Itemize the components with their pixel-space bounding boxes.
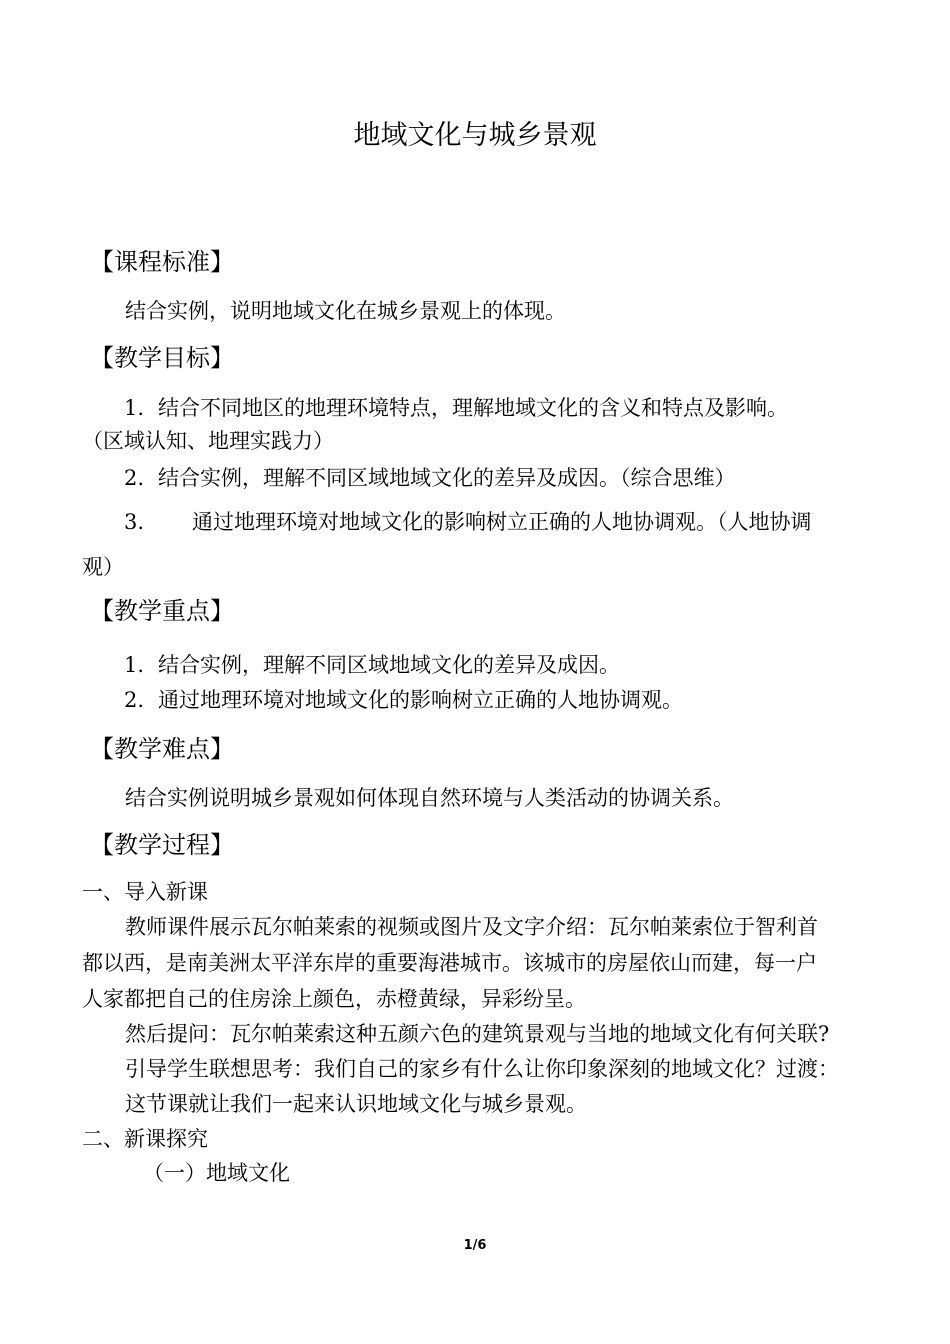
objective-item-3-continuation: 观） bbox=[82, 555, 124, 579]
list-number: 3. bbox=[124, 510, 145, 534]
section-heading-objectives: 【教学目标】 bbox=[90, 344, 234, 372]
difficulties-text: 结合实例说明城乡景观如何体现自然环境与人类活动的协调关系。 bbox=[125, 786, 734, 810]
standard-text: 结合实例，说明地域文化在城乡景观上的体现。 bbox=[125, 299, 566, 323]
list-number: 1. bbox=[124, 653, 145, 677]
part2-subtitle: （一）地域文化 bbox=[143, 1161, 290, 1185]
list-number: 2. bbox=[124, 688, 145, 712]
key-point-item-1 bbox=[124, 650, 620, 680]
part1-line-5: 引导学生联想思考：我们自己的家乡有什么让你印象深刻的地域文化？过渡： bbox=[125, 1057, 839, 1081]
objective-text: 通过地理环境对地域文化的影响树立正确的人地协调观。（人地协调 bbox=[192, 510, 812, 534]
part1-line-1: 教师课件展示瓦尔帕莱索的视频或图片及文字介绍：瓦尔帕莱索位于智利首 bbox=[125, 915, 818, 939]
part2-title: 二、新课探究 bbox=[82, 1127, 208, 1151]
part1-line-3: 人家都把自己的住房涂上颜色，赤橙黄绿，异彩纷呈。 bbox=[82, 987, 586, 1011]
objective-item-1-continuation: （区域认知、地理实践力） bbox=[82, 429, 334, 453]
part1-title: 一、导入新课 bbox=[82, 880, 208, 904]
list-number: 1. bbox=[124, 396, 145, 420]
section-heading-standard: 【课程标准】 bbox=[90, 248, 234, 276]
objective-item-3 bbox=[124, 507, 812, 537]
section-heading-difficulties: 【教学难点】 bbox=[90, 735, 234, 763]
part1-line-6: 这节课就让我们一起来认识地域文化与城乡景观。 bbox=[125, 1092, 587, 1116]
page-number: 1/6 bbox=[463, 1238, 487, 1253]
document-title: 地域文化与城乡景观 bbox=[353, 120, 597, 151]
section-heading-process: 【教学过程】 bbox=[90, 831, 234, 859]
objective-text: 结合实例，理解不同区域地域文化的差异及成因。（综合思维） bbox=[158, 466, 736, 490]
key-point-text: 结合实例，理解不同区域地域文化的差异及成因。 bbox=[158, 653, 620, 677]
key-point-text: 通过地理环境对地域文化的影响树立正确的人地协调观。 bbox=[158, 688, 683, 712]
part1-line-2: 都以西，是南美洲太平洋东岸的重要海港城市。该城市的房屋依山而建，每一户 bbox=[82, 951, 817, 975]
objective-text: 结合不同地区的地理环境特点，理解地域文化的含义和特点及影响。 bbox=[158, 396, 788, 420]
list-number: 2. bbox=[124, 466, 145, 490]
key-point-item-2 bbox=[124, 685, 683, 715]
objective-item-1 bbox=[124, 393, 788, 423]
objective-item-2 bbox=[124, 463, 736, 493]
part1-line-4: 然后提问：瓦尔帕莱索这种五颜六色的建筑景观与当地的地域文化有何关联? bbox=[125, 1022, 830, 1046]
section-heading-key-points: 【教学重点】 bbox=[90, 597, 234, 625]
